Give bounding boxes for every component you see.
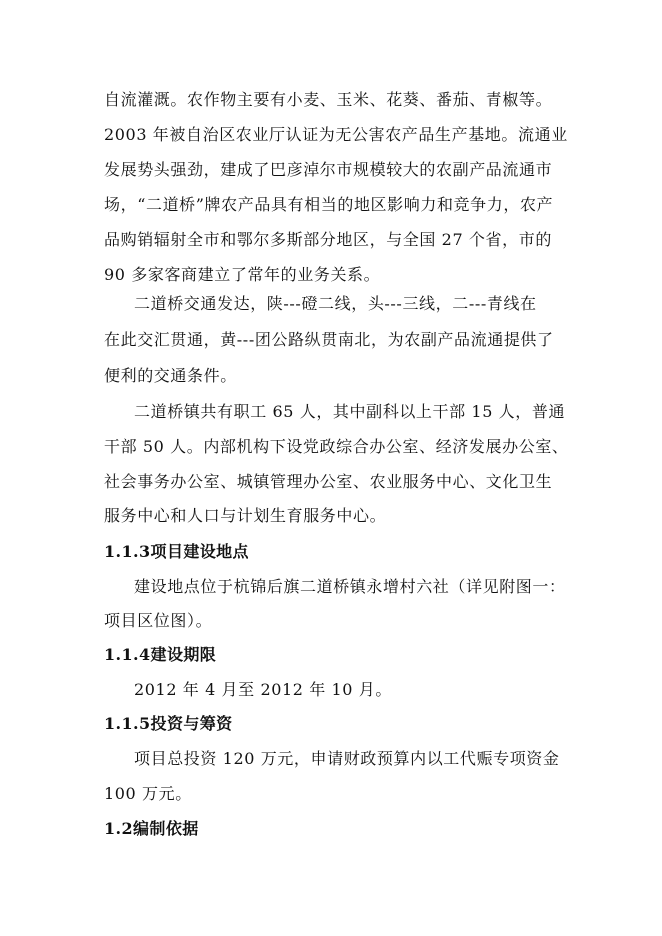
paragraph-line: 自流灌溉。农作物主要有小麦、玉米、花葵、番茄、青椒等。 xyxy=(104,90,553,109)
section-heading-project-location: 1.1.3项目建设地点 xyxy=(104,542,249,561)
paragraph-line: 二道桥交通发达，陕---磴二线，头---三线，二---青线在 xyxy=(134,294,537,313)
paragraph-line: 干部 50 人。内部机构下设党政综合办公室、经济发展办公室、 xyxy=(104,437,569,456)
paragraph-line: 2003 年被自治区农业厅认证为无公害农产品生产基地。流通业 xyxy=(104,125,568,144)
paragraph-line: 建设地点位于杭锦后旗二道桥镇永增村六社（详见附图一： xyxy=(134,577,566,596)
paragraph-line: 100 万元。 xyxy=(104,784,192,803)
paragraph-line: 2012 年 4 月至 2012 年 10 月。 xyxy=(134,680,392,699)
paragraph-line: 二道桥镇共有职工 65 人，其中副科以上干部 15 人，普通 xyxy=(134,402,566,421)
paragraph-line: 社会事务办公室、城镇管理办公室、农业服务中心、文化卫生 xyxy=(104,472,553,491)
paragraph-line: 在此交汇贯通，黄---团公路纵贯南北，为农副产品流通提供了 xyxy=(104,330,554,349)
paragraph-line: 场，“二道桥”牌农产品具有相当的地区影响力和竞争力，农产 xyxy=(104,195,554,214)
section-heading-investment-financing: 1.1.5投资与筹资 xyxy=(104,714,233,733)
paragraph-line: 品购销辐射全市和鄂尔多斯部分地区，与全国 27 个省，市的 xyxy=(104,230,552,249)
paragraph-line: 发展势头强劲，建成了巴彦淖尔市规模较大的农副产品流通市 xyxy=(104,160,553,179)
paragraph-line: 项目区位图）。 xyxy=(104,611,213,630)
paragraph-line: 服务中心和人口与计划生育服务中心。 xyxy=(104,506,387,525)
paragraph-line: 便利的交通条件。 xyxy=(104,366,237,385)
section-heading-construction-period: 1.1.4建设期限 xyxy=(104,645,217,664)
paragraph-line: 90 多家客商建立了常年的业务关系。 xyxy=(104,265,381,284)
paragraph-line: 项目总投资 120 万元，申请财政预算内以工代赈专项资金 xyxy=(134,749,560,768)
section-heading-compilation-basis: 1.2编制依据 xyxy=(104,819,199,838)
